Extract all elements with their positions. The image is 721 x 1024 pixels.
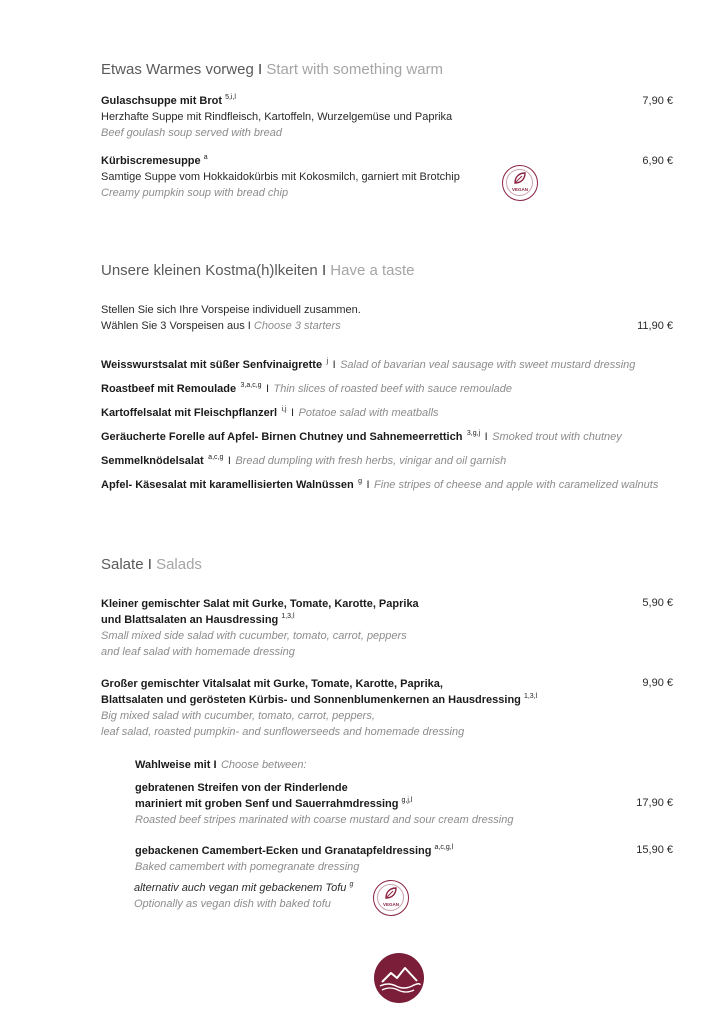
intro-de: Wählen Sie 3 Vorspeisen aus I (101, 320, 251, 332)
title-separator: I (257, 61, 263, 78)
item-desc-en: leaf salad, roasted pumpkin- and sunflowerseeds and homemade dressing (101, 726, 465, 738)
starter-item: Semmelknödelsalat $^{a,c,g}$ I Bread dumpling with fresh herbs, vinigar and oil garnish (101, 454, 507, 467)
allergen-codes: 5,i,l (225, 94, 236, 101)
allergen-codes: g (349, 881, 354, 888)
starter-item: Roastbeef mit Remoulade $^{3,a,c,g}$ I Thin slices of roasted beef with sauce remoulade (101, 382, 512, 395)
item-name-cont: und Blattsalaten an Hausdressing (101, 614, 279, 626)
section-title-taste (101, 262, 415, 279)
option-name: gebratenen Streifen von der Rinderlende (135, 782, 348, 794)
leaf-icon (513, 172, 527, 185)
starter-item: Apfel- Käsesalat mit karamellisierten Walnüssen $^g$ I Fine stripes of cheese and apple with caramelized walnuts (101, 478, 659, 491)
mountain-logo-icon (374, 953, 424, 1003)
option-desc-en: Roasted beef stripes marinated with coarse mustard and sour cream dressing (135, 814, 514, 826)
option-beef (135, 780, 513, 828)
item-name: Kürbiscremesuppe (101, 155, 201, 167)
starter-intro (101, 302, 361, 334)
allergen-codes: a,c,g,l (434, 844, 454, 851)
title-en: Have a taste (330, 262, 415, 279)
price-starters: 11,90 € (637, 320, 673, 332)
item-name: Großer gemischter Vitalsalat mit Gurke, Tomate, Karotte, Paprika, (101, 678, 443, 690)
menu-item-small-salad (101, 596, 419, 660)
allergen-codes: 1,3,l (523, 693, 538, 700)
section-title-warm (101, 61, 443, 78)
price-gulasch: 7,90 € (642, 95, 673, 107)
allergen-codes: g,j,l (401, 797, 413, 804)
choose-de: Wahlweise mit I (135, 759, 217, 771)
item-desc-en: and leaf salad with homemade dressing (101, 646, 295, 658)
section-title-salads (101, 556, 202, 573)
option-camembert (135, 843, 453, 875)
item-desc-de: Samtige Suppe vom Hokkaidokürbis mit Kokosmilch, garniert mit Brotchip (101, 171, 460, 183)
price-big-salad: 9,90 € (642, 677, 673, 689)
title-de: Etwas Warmes vorweg (101, 61, 254, 78)
title-separator: I (147, 556, 152, 573)
price-option-beef: 17,90 € (636, 797, 673, 809)
item-desc-en: Small mixed side salad with cucumber, tomato, carrot, peppers (101, 630, 407, 642)
menu-item-kuerbis (101, 153, 460, 201)
vegan-badge-icon (373, 880, 409, 916)
price-kuerbis: 6,90 € (642, 155, 673, 167)
choose-between (135, 756, 307, 773)
item-desc-en: Big mixed salad with cucumber, tomato, carrot, peppers, (101, 710, 375, 722)
starter-item: Geräucherte Forelle auf Apfel- Birnen Chutney und Sahnemeerrettich $^{3,g,j}$ I Smoked trout with chutney (101, 430, 622, 443)
item-desc-de: Herzhafte Suppe mit Rindfleisch, Kartoffeln, Wurzelgemüse und Paprika (101, 111, 453, 123)
intro-en: Choose 3 starters (253, 320, 341, 332)
title-de: Salate (101, 556, 144, 573)
item-desc-en: Creamy pumpkin soup with bread chip (101, 187, 289, 199)
starter-item: Kartoffelsalat mit Fleischpflanzerl $^{i,j}$ I Potatoe salad with meatballs (101, 406, 439, 419)
option-desc-en: Optionally as vegan dish with baked tofu (134, 898, 331, 910)
vegan-badge-icon (502, 165, 538, 201)
price-option-camembert: 15,90 € (636, 844, 673, 856)
option-name-cont: mariniert mit groben Senf und Sauerrahmdressing (135, 798, 399, 810)
title-en: Start with something warm (266, 61, 444, 78)
option-name: gebackenen Camembert-Ecken und Granatapfeldressing (135, 845, 432, 857)
title-de: Unsere kleinen Kostma(h)lkeiten (101, 262, 318, 279)
option-tofu (134, 880, 353, 912)
starter-item: Weisswurstsalat mit süßer Senfvinaigrette $^j$ I Salad of bavarian veal sausage with sweet mustard dressing (101, 358, 636, 371)
item-desc-en: Beef goulash soup served with bread (101, 127, 283, 139)
vegan-label: VEGAN (511, 187, 528, 192)
item-name: Gulaschsuppe mit Brot (101, 95, 223, 107)
title-en: Salads (156, 556, 202, 573)
menu-item-big-salad (101, 676, 537, 740)
vegan-label: VEGAN (382, 902, 399, 907)
intro-line: Stellen Sie sich Ihre Vorspeise individuell zusammen. (101, 304, 361, 316)
choose-en: Choose between: (220, 759, 307, 771)
allergen-codes: 1,3,l (281, 613, 295, 620)
option-desc-en: Baked camembert with pomegranate dressing (135, 861, 360, 873)
allergen-codes: a (203, 154, 208, 161)
menu-item-gulasch (101, 93, 452, 141)
price-small-salad: 5,90 € (642, 597, 673, 609)
option-name: alternativ auch vegan mit gebackenem Tofu (134, 882, 347, 894)
leaf-icon (384, 887, 398, 900)
item-name-cont: Blattsalaten und gerösteten Kürbis- und Sonnenblumenkernen an Hausdressing (101, 694, 521, 706)
item-name: Kleiner gemischter Salat mit Gurke, Tomate, Karotte, Paprika (101, 598, 419, 610)
title-separator: I (321, 262, 327, 279)
